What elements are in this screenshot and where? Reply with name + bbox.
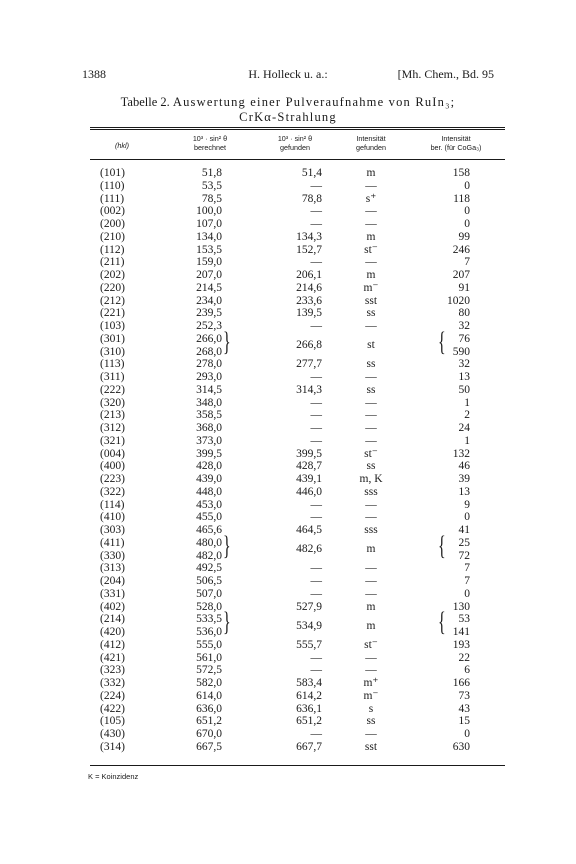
- found-cell: 614,2: [296, 689, 322, 702]
- hkl-cell: (331): [100, 587, 125, 600]
- found-cell: 667,7: [296, 740, 322, 753]
- page-number: 1388: [82, 67, 106, 81]
- intensity-cell: —: [365, 179, 377, 192]
- hkl-cell: (212): [100, 294, 125, 307]
- intensity-cell: st⁻: [364, 243, 378, 256]
- calculated-cell: 153,5: [196, 243, 222, 256]
- merged-found-cell: 482,6: [296, 543, 322, 556]
- merged-intensity-cell: st: [367, 339, 375, 352]
- calculated-cell: 214,5: [196, 281, 222, 294]
- calculated-intensity-cell: 1: [464, 396, 470, 409]
- hkl-cell: (421): [100, 651, 125, 664]
- calculated-cell: 428,0: [196, 460, 222, 473]
- found-cell: 636,1: [296, 702, 322, 715]
- intensity-cell: —: [365, 256, 377, 269]
- calculated-intensity-cell: 207: [452, 269, 470, 281]
- running-head-authors: H. Holleck u. a.:: [248, 67, 328, 81]
- calculated-intensity-cell: 46: [458, 460, 470, 473]
- hkl-cell: (114): [100, 498, 125, 511]
- found-cell: —: [310, 562, 322, 575]
- intensity-cell: —: [365, 422, 377, 434]
- found-cell: —: [310, 371, 322, 383]
- found-cell: —: [310, 511, 322, 524]
- calculated-cell: 572,5: [196, 664, 222, 677]
- header-found: [250, 134, 340, 152]
- header-int-found-line2: gefunden: [356, 143, 386, 152]
- hkl-cell: (420): [100, 626, 125, 638]
- calculated-cell: 159,0: [196, 256, 222, 269]
- calculated-intensity-cell: 32: [458, 358, 470, 371]
- left-brace: {: [438, 608, 446, 638]
- hkl-cell: (113): [100, 358, 125, 371]
- hkl-cell: (410): [100, 511, 125, 524]
- running-head-journal: [Mh. Chem., Bd. 95: [397, 67, 494, 81]
- found-cell: 651,2: [296, 715, 322, 728]
- calculated-cell: 651,2: [196, 715, 222, 728]
- intensity-cell: —: [365, 396, 377, 409]
- header-intensity-calculated: [405, 134, 507, 152]
- table-title: Auswertung einer Pulveraufnahme von RuIn₃;: [172, 95, 456, 109]
- intensity-cell: ss: [366, 383, 376, 396]
- intensity-cell: ss: [366, 715, 376, 728]
- calculated-intensity-cell: 13: [458, 371, 470, 383]
- hkl-cell: (323): [100, 664, 125, 677]
- header-calc-line1: 10³ · sin² θ: [192, 134, 228, 143]
- calculated-cell: 507,0: [196, 587, 222, 600]
- intensity-cell: m⁺: [363, 677, 379, 689]
- intensity-cell: st⁻: [364, 638, 378, 651]
- calculated-cell: 134,0: [196, 230, 222, 243]
- merged-intensity-cell: m: [366, 543, 376, 556]
- hkl-cell: (111): [100, 192, 125, 205]
- calculated-intensity-cell: 0: [464, 511, 470, 524]
- intensity-cell: m: [366, 167, 376, 179]
- hkl-cell: (310): [100, 345, 125, 358]
- hkl-cell: (303): [100, 524, 125, 536]
- calculated-intensity-cell: 43: [458, 702, 470, 715]
- header-intensity-found: [340, 134, 402, 152]
- intensity-cell: —: [365, 409, 377, 422]
- hkl-cell: (004): [100, 447, 125, 460]
- calculated-cell: 439,0: [196, 473, 222, 485]
- found-cell: 152,7: [296, 243, 322, 256]
- found-cell: 51,4: [301, 167, 322, 179]
- found-cell: 527,9: [296, 600, 322, 613]
- calculated-cell: 293,0: [196, 371, 222, 383]
- calculated-intensity-cell: 7: [464, 256, 470, 269]
- hkl-cell: (210): [100, 230, 125, 243]
- calculated-cell: 314,5: [196, 383, 222, 396]
- calculated-intensity-cell: 76: [458, 332, 470, 345]
- left-brace: {: [438, 532, 446, 562]
- intensity-cell: —: [365, 320, 377, 332]
- hkl-cell: (320): [100, 396, 125, 409]
- found-cell: —: [310, 728, 322, 740]
- calculated-intensity-cell: 0: [464, 728, 470, 740]
- calculated-cell: 373,0: [196, 434, 222, 447]
- found-cell: —: [310, 396, 322, 409]
- found-cell: 233,6: [296, 294, 322, 307]
- found-cell: —: [310, 664, 322, 677]
- hkl-cell: (222): [100, 383, 125, 396]
- found-cell: 439,1: [296, 473, 322, 485]
- hkl-cell: (204): [100, 575, 125, 587]
- header-found-line1: 10³ · sin² θ: [277, 134, 313, 143]
- hkl-cell: (110): [100, 179, 125, 192]
- calculated-cell: 107,0: [196, 218, 222, 230]
- table-label: Tabelle 2.: [120, 95, 170, 109]
- calculated-cell: 252,3: [196, 320, 222, 332]
- header-found-line2: gefunden: [280, 143, 310, 152]
- hkl-cell: (332): [100, 677, 125, 689]
- calculated-intensity-cell: 141: [452, 626, 470, 638]
- calculated-cell: 368,0: [196, 422, 222, 434]
- intensity-cell: —: [365, 575, 377, 587]
- intensity-cell: —: [365, 587, 377, 600]
- hkl-cell: (223): [100, 473, 125, 485]
- calculated-intensity-cell: 6: [464, 664, 470, 677]
- calculated-intensity-cell: 50: [458, 383, 470, 396]
- found-cell: 214,6: [296, 281, 322, 294]
- calculated-intensity-cell: 53: [458, 613, 470, 626]
- calculated-cell: 448,0: [196, 485, 222, 498]
- hkl-cell: (214): [100, 613, 125, 626]
- calculated-intensity-cell: 91: [458, 281, 470, 294]
- calculated-intensity-cell: 2: [464, 409, 470, 422]
- intensity-cell: m: [366, 600, 376, 613]
- intensity-cell: ss: [366, 358, 376, 371]
- found-cell: 277,7: [296, 358, 322, 371]
- calculated-cell: 533,5: [196, 613, 222, 626]
- calculated-cell: 492,5: [196, 562, 222, 575]
- calculated-cell: 399,5: [196, 447, 222, 460]
- calculated-intensity-cell: 590: [452, 345, 470, 358]
- header-int-found-line1: Intensität: [356, 134, 386, 143]
- intensity-cell: ss: [366, 307, 376, 320]
- calculated-intensity-cell: 24: [458, 422, 470, 434]
- found-cell: —: [310, 422, 322, 434]
- calculated-intensity-cell: 72: [458, 549, 470, 562]
- calculated-cell: 614,0: [196, 689, 222, 702]
- found-cell: 446,0: [296, 485, 322, 498]
- found-cell: —: [310, 575, 322, 587]
- intensity-cell: sss: [364, 524, 378, 536]
- calculated-intensity-cell: 22: [458, 651, 470, 664]
- intensity-cell: m, K: [359, 473, 383, 485]
- calculated-cell: 561,0: [196, 651, 222, 664]
- intensity-cell: —: [365, 434, 377, 447]
- hkl-cell: (422): [100, 702, 125, 715]
- merged-row: [0, 542, 576, 556]
- calculated-cell: 465,6: [196, 524, 222, 536]
- calculated-cell: 53,5: [201, 179, 222, 192]
- table-row: [0, 740, 576, 754]
- found-cell: 555,7: [296, 638, 322, 651]
- found-cell: —: [310, 179, 322, 192]
- found-cell: —: [310, 320, 322, 332]
- hkl-cell: (402): [100, 600, 125, 613]
- hkl-cell: (200): [100, 218, 125, 230]
- left-brace: {: [438, 328, 446, 358]
- hkl-cell: (430): [100, 728, 125, 740]
- hkl-cell: (314): [100, 740, 125, 753]
- calculated-cell: 358,5: [196, 409, 222, 422]
- hkl-cell: (211): [100, 256, 125, 269]
- calculated-intensity-cell: 246: [452, 243, 470, 256]
- header-hkl: (hkl): [115, 141, 129, 150]
- merged-found-cell: 534,9: [296, 619, 322, 632]
- calculated-intensity-cell: 80: [458, 307, 470, 320]
- calculated-cell: 78,5: [201, 192, 222, 205]
- found-cell: —: [310, 587, 322, 600]
- calculated-intensity-cell: 7: [464, 575, 470, 587]
- calculated-cell: 278,0: [196, 358, 222, 371]
- header-int-calc-line2: ber. (für CoGa₃): [430, 143, 482, 152]
- calculated-cell: 506,5: [196, 575, 222, 587]
- intensity-cell: sss: [364, 485, 378, 498]
- calculated-intensity-cell: 1: [464, 434, 470, 447]
- calculated-cell: 207,0: [196, 269, 222, 281]
- header-rule: [90, 159, 505, 160]
- calculated-intensity-cell: 15: [458, 715, 470, 728]
- intensity-cell: —: [365, 218, 377, 230]
- intensity-cell: —: [365, 205, 377, 218]
- intensity-cell: —: [365, 498, 377, 511]
- merged-intensity-cell: m: [366, 619, 376, 632]
- hkl-cell: (311): [100, 371, 125, 383]
- found-cell: 314,3: [296, 383, 322, 396]
- hkl-cell: (221): [100, 307, 125, 320]
- calculated-intensity-cell: 132: [452, 447, 470, 460]
- calculated-cell: 453,0: [196, 498, 222, 511]
- hkl-cell: (400): [100, 460, 125, 473]
- hkl-cell: (202): [100, 269, 125, 281]
- intensity-cell: —: [365, 664, 377, 677]
- found-cell: —: [310, 205, 322, 218]
- merged-row: [0, 338, 576, 352]
- calculated-intensity-cell: 158: [452, 167, 470, 179]
- calculated-cell: 536,0: [196, 626, 222, 638]
- calculated-cell: 100,0: [196, 205, 222, 218]
- intensity-cell: sst: [364, 294, 378, 307]
- calculated-intensity-cell: 193: [452, 638, 470, 651]
- calculated-cell: 268,0: [196, 345, 222, 358]
- found-cell: 464,5: [296, 524, 322, 536]
- calculated-cell: 555,0: [196, 638, 222, 651]
- calculated-intensity-cell: 0: [464, 179, 470, 192]
- footnote: K = Koinzidenz: [88, 772, 139, 781]
- calculated-cell: 348,0: [196, 396, 222, 409]
- calculated-intensity-cell: 130: [452, 600, 470, 613]
- calculated-intensity-cell: 118: [453, 192, 470, 205]
- top-rule: [90, 127, 505, 128]
- hkl-cell: (322): [100, 485, 125, 498]
- calculated-intensity-cell: 99: [458, 230, 470, 243]
- found-cell: 206,1: [296, 269, 322, 281]
- calculated-intensity-cell: 7: [464, 562, 470, 575]
- found-cell: —: [310, 409, 322, 422]
- hkl-cell: (313): [100, 562, 125, 575]
- calculated-cell: 670,0: [196, 728, 222, 740]
- hkl-cell: (412): [100, 638, 125, 651]
- hkl-cell: (112): [100, 243, 125, 256]
- calculated-cell: 51,8: [201, 167, 222, 179]
- calculated-cell: 239,5: [196, 307, 222, 320]
- intensity-cell: m: [366, 269, 376, 281]
- intensity-cell: —: [365, 651, 377, 664]
- intensity-cell: s: [368, 702, 374, 715]
- hkl-cell: (105): [100, 715, 125, 728]
- top-rule-inner: [90, 129, 505, 130]
- merged-found-cell: 266,8: [296, 339, 322, 352]
- hkl-cell: (312): [100, 422, 125, 434]
- calculated-intensity-cell: 1020: [447, 294, 470, 307]
- hkl-cell: (002): [100, 205, 125, 218]
- table-caption: [0, 95, 576, 110]
- found-cell: 583,4: [296, 677, 322, 689]
- calculated-cell: 667,5: [196, 740, 222, 753]
- header-calculated: [170, 134, 250, 152]
- hkl-cell: (301): [100, 332, 125, 345]
- intensity-cell: —: [365, 562, 377, 575]
- intensity-cell: st⁻: [364, 447, 378, 460]
- hkl-cell: (330): [100, 549, 125, 562]
- calculated-intensity-cell: 630: [452, 740, 470, 753]
- found-cell: —: [310, 434, 322, 447]
- hkl-cell: (101): [100, 167, 125, 179]
- header-int-calc-line1: Intensität: [441, 134, 471, 143]
- header-calc-line2: berechnet: [194, 143, 226, 152]
- calculated-cell: 480,0: [196, 536, 222, 549]
- intensity-cell: —: [365, 511, 377, 524]
- calculated-intensity-cell: 0: [464, 205, 470, 218]
- hkl-cell: (220): [100, 281, 125, 294]
- calculated-intensity-cell: 25: [458, 536, 470, 549]
- right-brace: }: [223, 328, 231, 358]
- calculated-intensity-cell: 0: [464, 587, 470, 600]
- calculated-intensity-cell: 166: [452, 677, 470, 689]
- intensity-cell: m⁻: [363, 281, 379, 294]
- found-cell: 134,3: [296, 230, 322, 243]
- hkl-cell: (103): [100, 320, 125, 332]
- table-subtitle: CrKα-Strahlung: [239, 110, 337, 124]
- intensity-cell: —: [365, 728, 377, 740]
- intensity-cell: m: [366, 230, 376, 243]
- right-brace: }: [223, 532, 231, 562]
- calculated-intensity-cell: 13: [458, 485, 470, 498]
- merged-row: [0, 619, 576, 633]
- hkl-cell: (213): [100, 409, 125, 422]
- bottom-rule: [90, 765, 505, 766]
- intensity-cell: —: [365, 371, 377, 383]
- found-cell: 78,8: [301, 192, 322, 205]
- intensity-cell: m⁻: [363, 689, 379, 702]
- calculated-cell: 455,0: [196, 511, 222, 524]
- intensity-cell: s⁺: [365, 192, 377, 205]
- calculated-intensity-cell: 39: [458, 473, 470, 485]
- calculated-cell: 234,0: [196, 294, 222, 307]
- calculated-cell: 266,0: [196, 332, 222, 345]
- hkl-cell: (224): [100, 689, 125, 702]
- found-cell: —: [310, 651, 322, 664]
- hkl-cell: (411): [100, 536, 125, 549]
- found-cell: 139,5: [296, 307, 322, 320]
- found-cell: —: [310, 218, 322, 230]
- found-cell: —: [310, 256, 322, 269]
- calculated-intensity-cell: 9: [464, 498, 470, 511]
- right-brace: }: [223, 608, 231, 638]
- found-cell: 399,5: [296, 447, 322, 460]
- intensity-cell: ss: [366, 460, 376, 473]
- calculated-intensity-cell: 73: [458, 689, 470, 702]
- calculated-cell: 528,0: [196, 600, 222, 613]
- calculated-intensity-cell: 32: [458, 320, 470, 332]
- calculated-intensity-cell: 41: [458, 524, 470, 536]
- hkl-cell: (321): [100, 434, 125, 447]
- found-cell: —: [310, 498, 322, 511]
- calculated-cell: 582,0: [196, 677, 222, 689]
- calculated-intensity-cell: 0: [464, 218, 470, 230]
- calculated-cell: 636,0: [196, 702, 222, 715]
- found-cell: 428,7: [296, 460, 322, 473]
- calculated-cell: 482,0: [196, 549, 222, 562]
- intensity-cell: sst: [364, 740, 378, 753]
